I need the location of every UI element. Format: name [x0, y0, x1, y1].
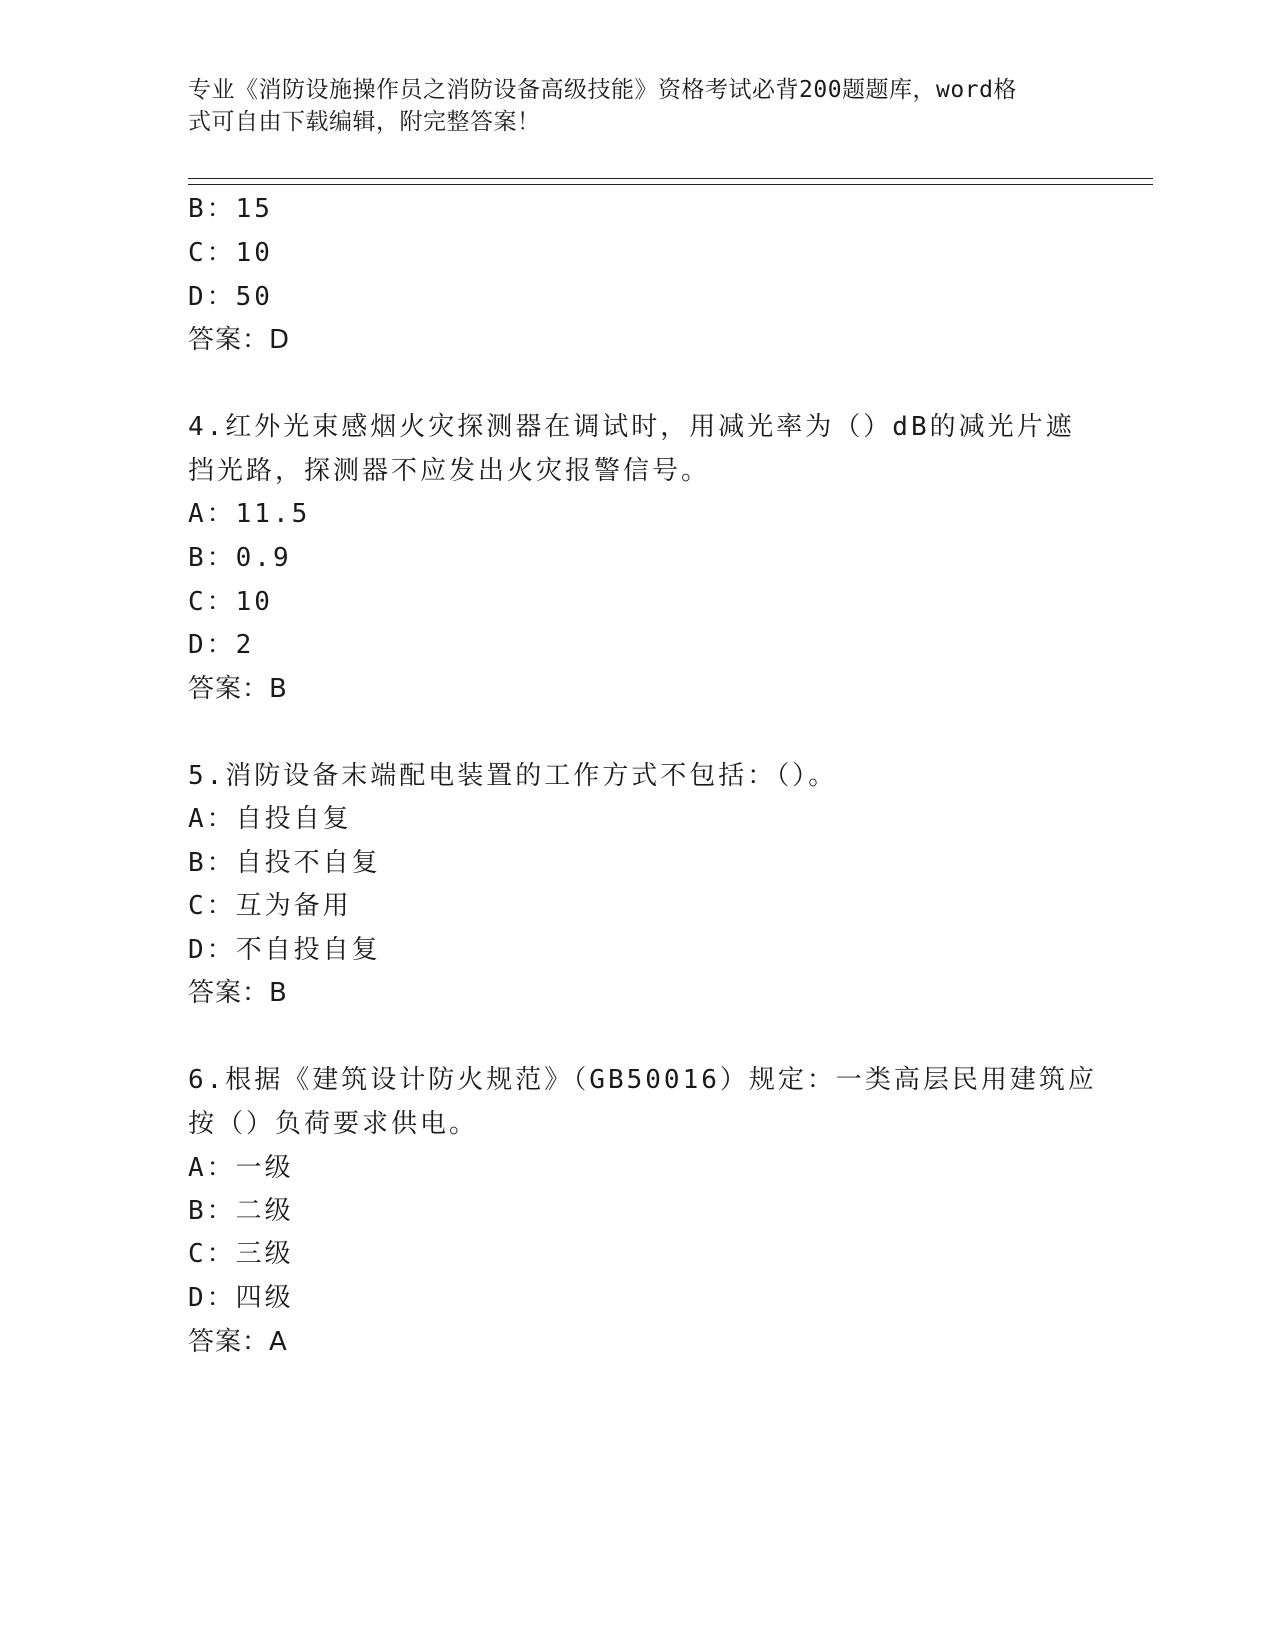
option-a: A：一级 [188, 1153, 294, 1183]
answer-label: 答案：A [188, 1327, 288, 1357]
option-c: C：10 [188, 587, 273, 617]
option-d: D：2 [188, 630, 255, 660]
option-d: D：不自投自复 [188, 935, 381, 965]
option-b: B：0.9 [188, 543, 292, 573]
question-stem: 4.红外光束感烟火灾探测器在调试时，用减光率为（）dB的减光片遮 [188, 412, 1075, 442]
answer-label: 答案：B [188, 674, 288, 704]
document-header [188, 74, 1068, 138]
header-title-line-2: 式可自由下载编辑，附完整答案！ [188, 109, 541, 135]
option-c: C：三级 [188, 1239, 294, 1269]
option-c: C：互为备用 [188, 891, 352, 921]
option-b: B：自投不自复 [188, 848, 381, 878]
answer-label: 答案：D [188, 325, 291, 355]
question-stem-continued: 挡光路，探测器不应发出火灾报警信号。 [188, 456, 711, 486]
header-title-line-1: 专业《消防设施操作员之消防设备高级技能》资格考试必背200题题库，word格 [188, 77, 1017, 103]
option-c: C：10 [188, 238, 273, 268]
option-a: A：11.5 [188, 499, 311, 529]
answer-label: 答案：B [188, 978, 288, 1008]
question-stem-continued: 按（）负荷要求供电。 [188, 1109, 479, 1139]
question-stem: 6.根据《建筑设计防火规范》（GB50016）规定：一类高层民用建筑应 [188, 1065, 1097, 1095]
option-b: B：15 [188, 194, 273, 224]
option-b: B：二级 [188, 1196, 294, 1226]
question-stem: 5.消防设备末端配电装置的工作方式不包括：（）。 [188, 761, 838, 791]
option-d: D：四级 [188, 1283, 294, 1313]
header-divider-bottom [188, 184, 1153, 185]
header-divider-top [188, 178, 1153, 179]
option-d: D：50 [188, 282, 273, 312]
option-a: A：自投自复 [188, 804, 352, 834]
